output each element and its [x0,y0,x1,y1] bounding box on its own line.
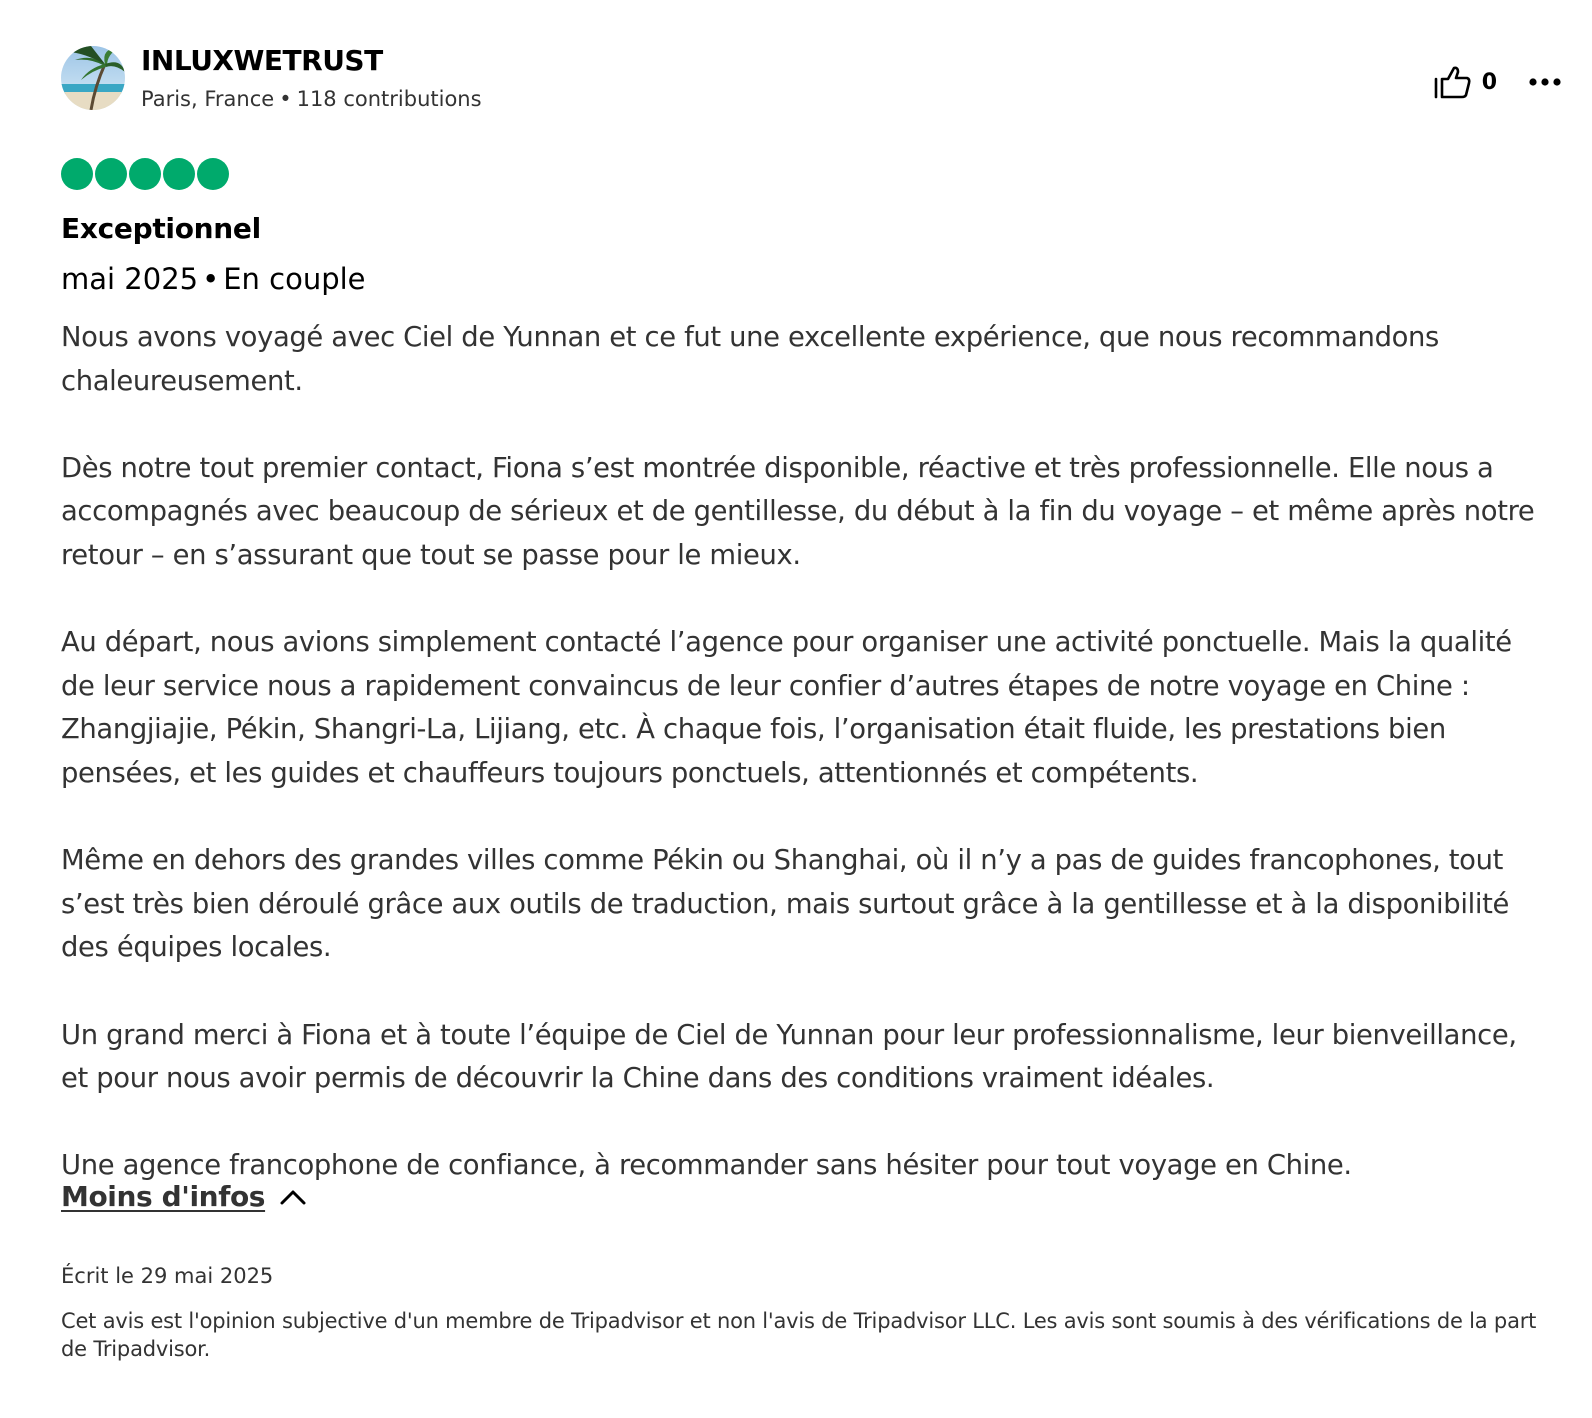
rating-bubble [61,158,93,190]
review-paragraph: Nous avons voyagé avec Ciel de Yunnan et ce fut une excellente expérience, que nous recommandons chaleureusement. [61,322,1439,397]
show-less-button[interactable] [61,1180,307,1213]
like-count: 0 [1481,69,1497,95]
review-header [61,44,1561,110]
show-less-label: Moins d'infos [61,1180,266,1213]
rating-bubble [95,158,127,190]
review-actions [1434,64,1561,100]
review-paragraph: Même en dehors des grandes villes comme Pékin ou Shanghai, où il n’y a pas de guides francophones, tout s’est très bien déroulé grâce aux outils de traduction, mais surtout grâce à la gentillesse et à la disponibilité des équipes locales. [61,845,1509,964]
trip-type: En couple [223,262,366,296]
author-contributions: 118 contributions [296,87,482,111]
thumbs-up-icon [1434,65,1472,99]
rating-bubble [197,158,229,190]
review-card [61,44,1561,1361]
beach-palm-avatar-image [61,46,125,110]
author-name[interactable]: INLUXWETRUST [141,44,383,77]
review-paragraph: Un grand merci à Fiona et à toute l’équipe de Ciel de Yunnan pour leur professionnalisme, leur bienveillance, et pour nous avoir permis de découvrir la Chine dans des conditions vraiment idéales. [61,1019,1517,1095]
trip-info [61,262,366,296]
review-paragraph: Une agence francophone de confiance, à recommander sans hésiter pour tout voyage en Chine. [61,1150,1352,1182]
review-paragraph: Au départ, nous avions simplement contacté l’agence pour organiser une activité ponctuelle. Mais la qualité de leur service nous a rapidement convaincus de leur confier d’autres étapes de notre voyage en Chine : Zhangjiajie, Pékin, Shangri-La, Lijiang, etc. À chaque fois, l’organisation était fluide, les prestations bien pensées, et les guides et chauffeurs toujours ponctuels, attentionnés et compétents. [61,627,1512,789]
author-meta [141,87,482,111]
rating-bubble [129,158,161,190]
author-location: Paris, France [141,87,275,111]
disclaimer: Cet avis est l'opinion subjective d'un membre de Tripadvisor et non l'avis de Tripadvisor LLC. Les avis sont soumis à des vérifications de la part de Tripadvisor. [61,1309,1537,1361]
avatar[interactable] [61,46,125,110]
more-horizontal-icon [1529,78,1561,86]
written-date: Écrit le 29 mai 2025 [61,1264,274,1288]
chevron-up-icon [279,1188,307,1206]
trip-date: mai 2025 [61,262,199,296]
review-body [61,316,1539,1188]
like-button[interactable] [1434,65,1497,99]
rating-bubbles [61,158,231,190]
meta-separator: • [279,87,292,111]
rating-bubble [163,158,195,190]
more-options-button[interactable] [1529,78,1561,86]
trip-separator: • [202,262,220,296]
review-paragraph: Dès notre tout premier contact, Fiona s’est montrée disponible, réactive et très professionnelle. Elle nous a accompagnés avec beaucoup de sérieux et de gentillesse, du début à la fin du voyage – et même après notre retour – en s’assurant que tout se passe pour le mieux. [61,452,1535,571]
review-title: Exceptionnel [61,212,261,245]
